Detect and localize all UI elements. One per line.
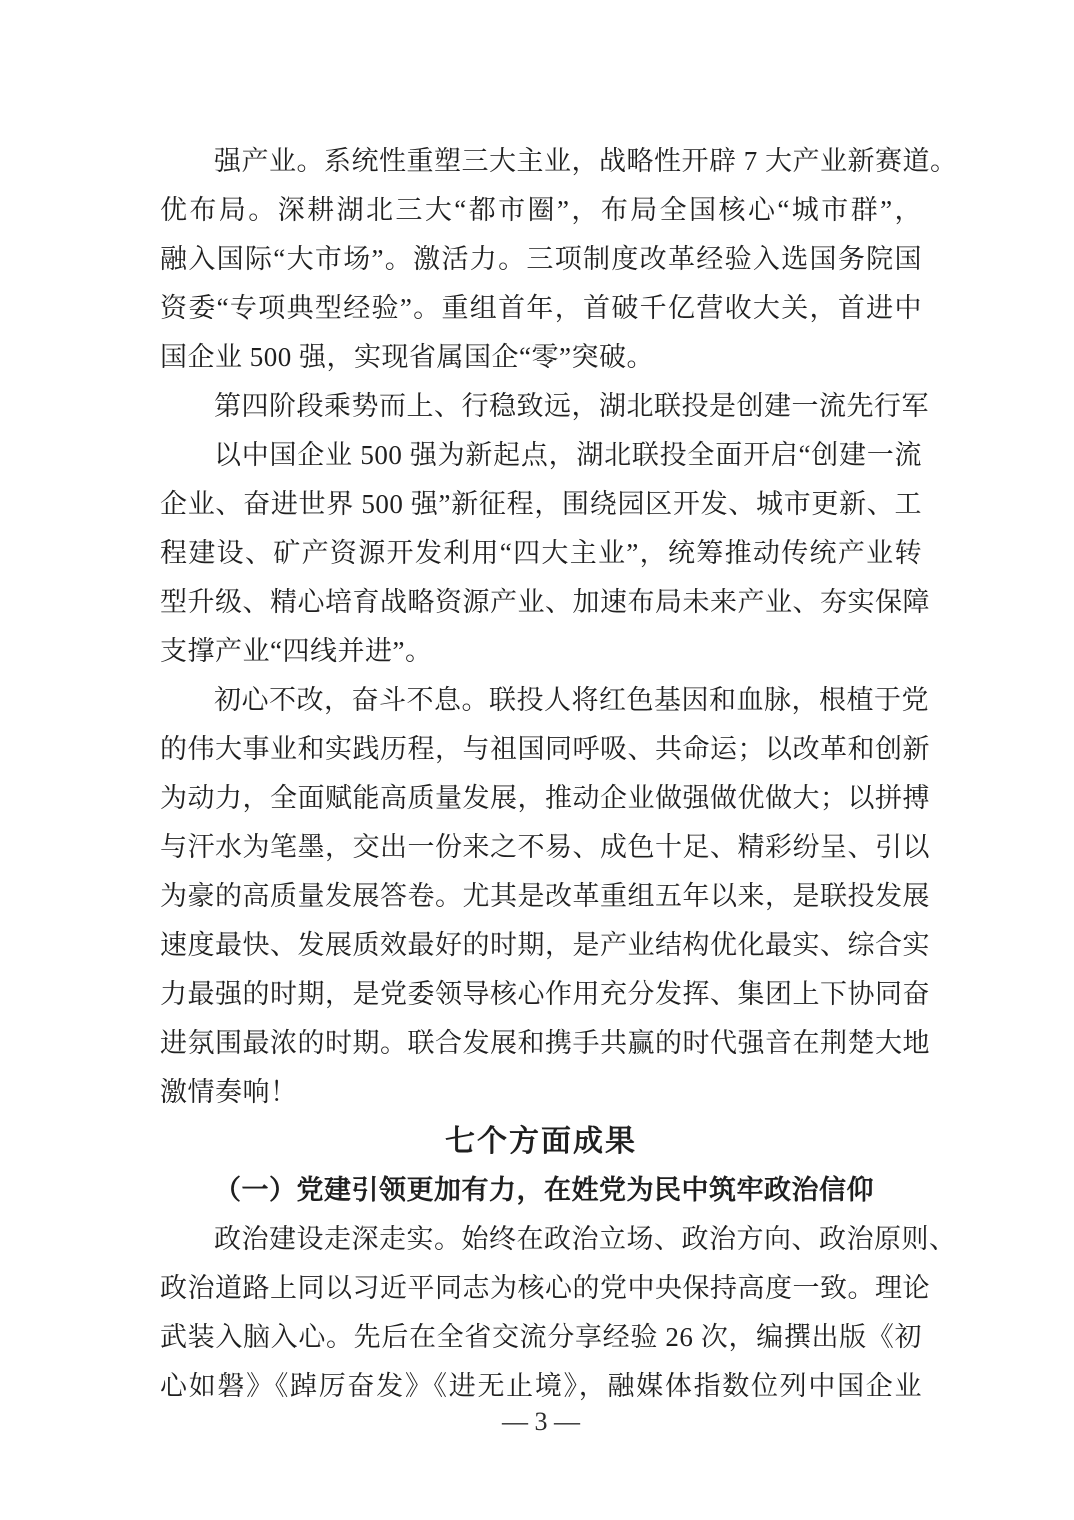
text-line: （一）党建引领更加有力，在姓党为民中筑牢政治信仰: [214, 1175, 874, 1205]
text-line: 融入国际“大市场”。激活力。三项制度改革经验入选国务院国: [160, 244, 922, 274]
text-line: 支撑产业“四线并进”。: [160, 636, 433, 666]
text-line: 速度最快、发展质效最好的时期，是产业结构优化最实、综合实: [160, 930, 930, 960]
text-line: 与汗水为笔墨，交出一份来之不易、成色十足、精彩纷呈、引以: [160, 832, 930, 862]
paragraph-3: [160, 676, 930, 1117]
text-line: 激情奏响！: [160, 1077, 298, 1107]
text-line: 力最强的时期，是党委领导核心作用充分发挥、集团上下协同奋: [160, 979, 930, 1009]
text-line: 武装入脑入心。先后在全省交流分享经验 26 次，编撰出版《初: [160, 1322, 922, 1352]
text-line: 七个方面成果: [445, 1125, 637, 1158]
section-lead-line: [160, 382, 929, 431]
section-heading: [160, 1117, 922, 1166]
paragraph-2: [160, 431, 930, 676]
text-line: 以中国企业 500 强为新起点，湖北联投全面开启“创建一流: [214, 440, 922, 470]
text-line: 程建设、矿产资源开发利用“四大主业”，统筹推动传统产业转: [160, 538, 922, 568]
text-line: 政治建设走深走实。始终在政治立场、政治方向、政治原则、: [214, 1224, 957, 1254]
page-number: — 3 —: [502, 1407, 580, 1436]
subheading-1: [160, 1166, 922, 1215]
text-line: 企业、奋进世界 500 强”新征程，围绕园区开发、城市更新、工: [160, 489, 922, 519]
text-line: 进氛围最浓的时期。联合发展和携手共赢的时代强音在荆楚大地: [160, 1028, 930, 1058]
text-line: 初心不改，奋斗不息。联投人将红色基因和血脉，根植于党: [214, 685, 929, 715]
text-line: 强产业。系统性重塑三大主业，战略性开辟 7 大产业新赛道。: [214, 146, 958, 176]
text-line: 心如磐》《踔厉奋发》《进无止境》，融媒体指数位列中国企业: [160, 1371, 922, 1401]
text-line: 型升级、精心培育战略资源产业、加速布局未来产业、夯实保障: [160, 587, 930, 617]
text-line: 第四阶段乘势而上、行稳致远，湖北联投是创建一流先行军: [214, 391, 929, 421]
text-line: 为豪的高质量发展答卷。尤其是改革重组五年以来，是联投发展: [160, 881, 930, 911]
text-line: 国企业 500 强，实现省属国企“零”突破。: [160, 342, 654, 372]
document-body: [160, 137, 958, 1411]
text-line: 优布局。深耕湖北三大“都市圈”，布局全国核心“城市群”，: [160, 195, 922, 225]
page-footer: [160, 1400, 922, 1444]
text-line: 政治道路上同以习近平同志为核心的党中央保持高度一致。理论: [160, 1273, 930, 1303]
text-line: 资委“专项典型经验”。重组首年，首破千亿营收大关，首进中: [160, 293, 922, 323]
text-line: 为动力，全面赋能高质量发展，推动企业做强做优做大；以拼搏: [160, 783, 930, 813]
paragraph-1: [160, 137, 958, 382]
paragraph-4: [160, 1215, 957, 1411]
text-line: 的伟大事业和实践历程，与祖国同呼吸、共命运；以改革和创新: [160, 734, 930, 764]
